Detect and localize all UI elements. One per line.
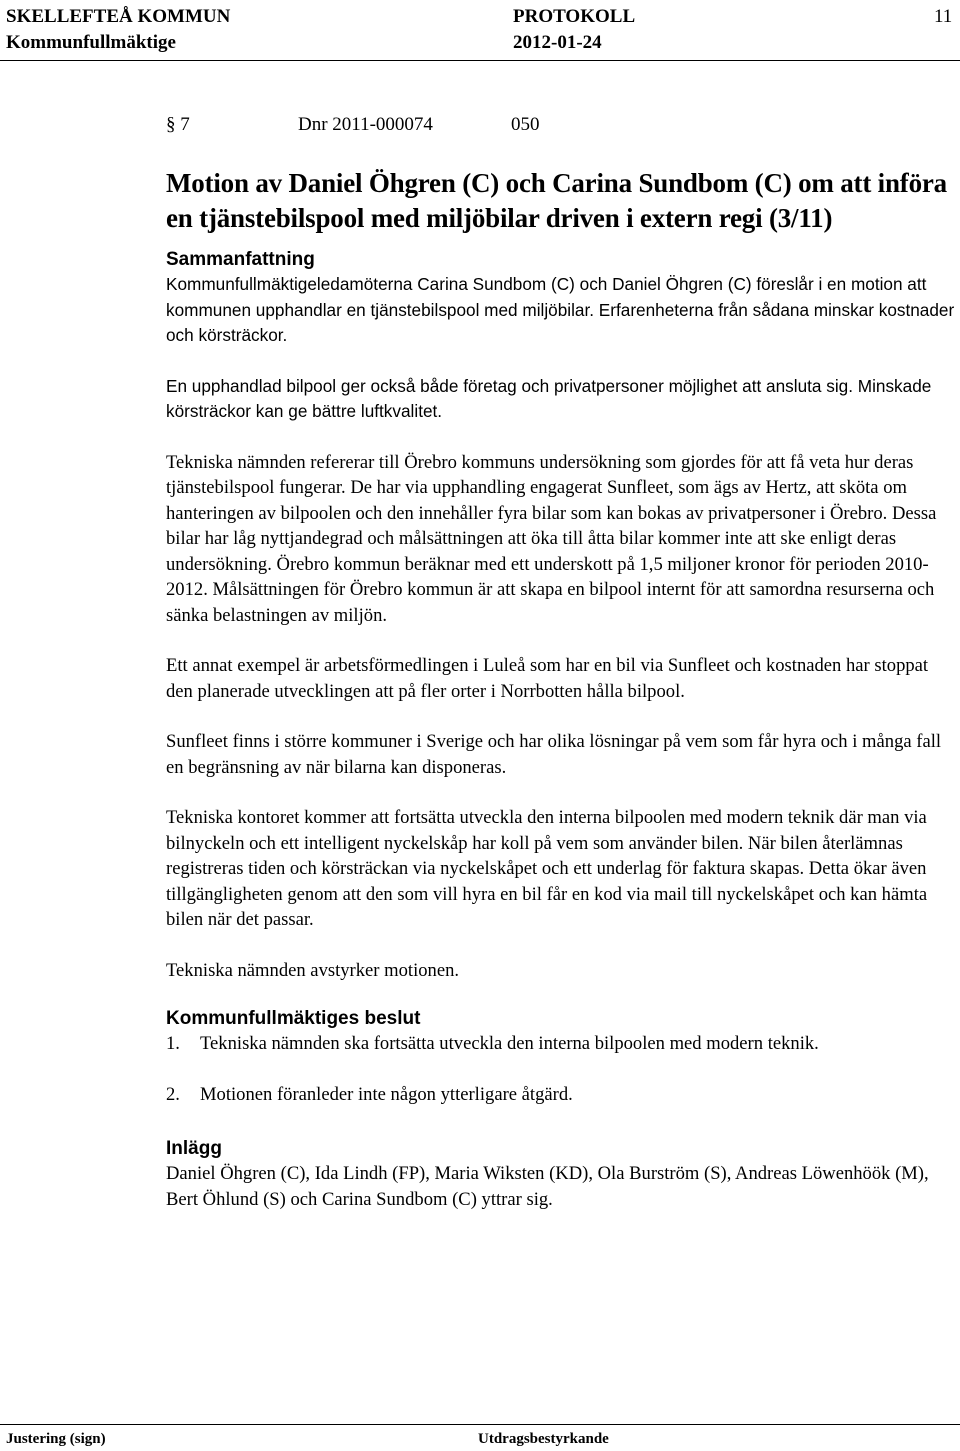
summary-paragraph-1: Kommunfullmäktigeledamöterna Carina Sundbom (C) och Daniel Öhgren (C) föreslår i en motion att kommunen upphandlar en tjänstebilspool med miljöbilar. Erfarenheterna från sådana minskar kostnader och körsträckor.	[166, 274, 955, 345]
decision-item-number: 2.	[166, 1083, 180, 1105]
decision-list	[166, 1031, 956, 1107]
header-divider	[0, 60, 960, 61]
signature-field	[6, 1430, 106, 1448]
decision-heading: Kommunfullmäktiges beslut	[166, 1008, 421, 1029]
signature-label: Justering (sign)	[6, 1431, 106, 1447]
body-paragraph-recommendation: Tekniska nämnden avstyrker motionen.	[166, 959, 460, 981]
extract-label: Utdragsbestyrkande	[478, 1431, 609, 1447]
case-dnr: Dnr 2011-000074	[298, 114, 433, 135]
decision-item-text: Motionen föranleder inte någon ytterligare åtgärd.	[200, 1083, 573, 1105]
decision-item	[166, 1031, 956, 1057]
municipality-name: SKELLEFTEÅ KOMMUN	[6, 6, 231, 27]
body-paragraph-sunfleet: Sunfleet finns i större kommuner i Sverige och har olika lösningar på vem som får hyra och i många fall en begränsning av när bilarna kan disponeras.	[166, 731, 942, 778]
summary-paragraph-2: En upphandlad bilpool ger också både företag och privatpersoner möjlighet att ansluta sig. Minskade körsträckor kan ge bättre luftkvalitet.	[166, 375, 932, 421]
meeting-date: 2012-01-24	[513, 32, 602, 53]
extract-certification	[478, 1430, 609, 1448]
summary-heading: Sammanfattning	[166, 249, 315, 270]
protocol-body	[166, 112, 956, 1212]
decision-item-number: 1.	[166, 1033, 180, 1054]
document-type: PROTOKOLL	[513, 6, 636, 27]
case-reference	[166, 112, 956, 138]
decision-item-text: Tekniska nämnden ska fortsätta utveckla den interna bilpoolen med modern teknik.	[200, 1033, 819, 1054]
body-paragraph-technical-office: Tekniska kontoret kommer att fortsätta utveckla den interna bilpoolen med modern teknik där man via bilnyckeln och ett intelligent nyckelskåp har koll på vem som använder bilen. När bilen återlämnas registreras tiden och körsträckan via nyckelskåpet och ett underlag för faktura skapas. Detta ökar även tillgängligheten genom att den som vill hyra en bil får en kod via mail till nyckelskåpet och kan hämta bilen när det passar.	[166, 807, 928, 930]
decision-item	[166, 1082, 956, 1108]
assembly-name: Kommunfullmäktige	[6, 32, 176, 53]
case-code: 050	[511, 114, 540, 135]
body-paragraph-orebro: Tekniska nämnden refererar till Örebro kommuns undersökning som gjordes för att få veta hur deras tjänstebilspool fungerar. De har via upphandling engagerat Sunfleet, som ägs av Hertz, att sköta om hanteringen av bilpoolen och den innehåller fyra bilar som kan bokas av privatpersoner i Örebro. Dessa bilar har låg nyttjandegrad och målsättningen att öka till åtta bilar kommer inte att ske enligt deras undersökning. Örebro kommun beräknar med ett underskott på 1,5 miljoner kronor för perioden 2010-2012. Målsättningen för Örebro kommun är att skapa en bilpool internt för att samordna resurserna och sänka belastningen av miljön.	[166, 451, 937, 626]
contributions-text: Daniel Öhgren (C), Ida Lindh (FP), Maria Wiksten (KD), Ola Burström (S), Andreas Löwenhöök (M), Bert Öhlund (S) och Carina Sundbom (C) yttrar sig.	[166, 1163, 929, 1210]
body-paragraph-lulea: Ett annat exempel är arbetsförmedlingen i Luleå som har en bil via Sunfleet och kostnaden har stoppat den planerade utvecklingen att på fler orter i Norrbotten hålla bilpool.	[166, 655, 929, 702]
section-number: § 7	[166, 114, 190, 135]
motion-title: Motion av Daniel Öhgren (C) och Carina Sundbom (C) om att införa en tjänstebilspool med miljöbilar driven i extern regi (3/11)	[166, 168, 947, 233]
footer-divider	[0, 1424, 960, 1425]
contributions-heading: Inlägg	[166, 1138, 222, 1159]
page-number: 11	[934, 6, 953, 27]
